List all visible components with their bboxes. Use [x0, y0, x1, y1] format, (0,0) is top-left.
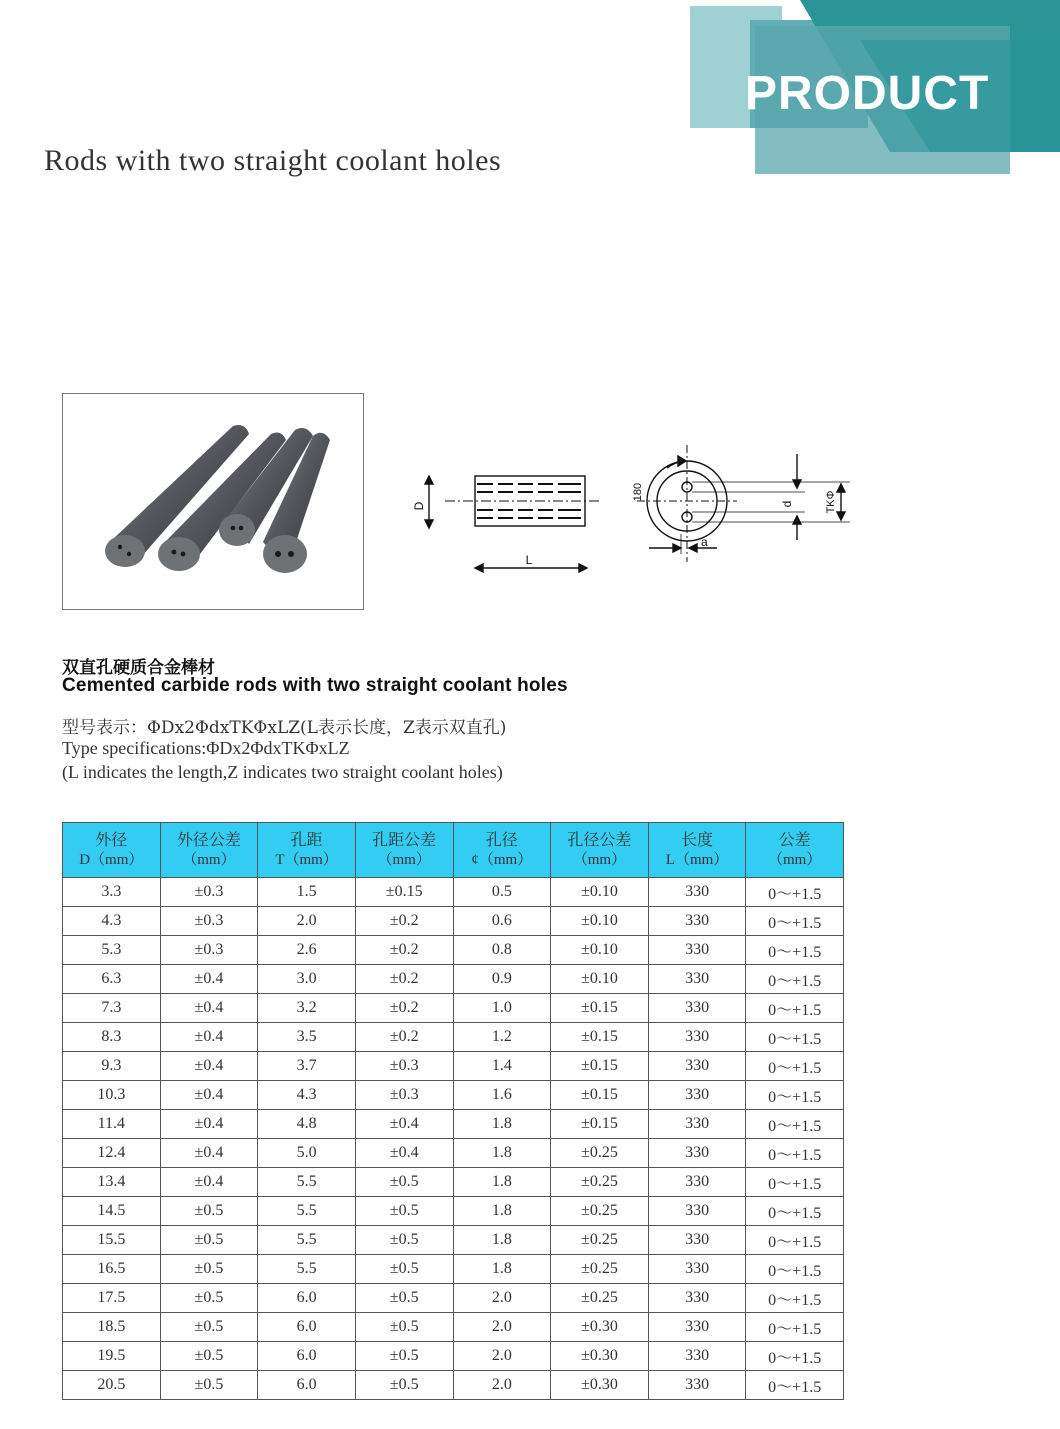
- table-cell: ±0.5: [160, 1313, 258, 1342]
- table-cell: ±0.5: [355, 1284, 453, 1313]
- table-cell: 15.5: [63, 1226, 161, 1255]
- table-cell: 1.8: [453, 1139, 551, 1168]
- spec-line-chinese: 型号表示：ΦDx2ΦdxTKΦxLZ(L表示长度，Z表示双直孔): [62, 718, 507, 738]
- table-cell: 3.5: [258, 1023, 356, 1052]
- table-cell: ±0.4: [160, 1023, 258, 1052]
- table-cell: ±0.30: [551, 1371, 649, 1400]
- table-cell: 0～+1.5: [746, 965, 844, 994]
- table-cell: ±0.3: [160, 936, 258, 965]
- table-cell: ±0.5: [355, 1226, 453, 1255]
- table-cell: 0～+1.5: [746, 1052, 844, 1081]
- table-cell: 2.0: [258, 907, 356, 936]
- table-cell: 14.5: [63, 1197, 161, 1226]
- table-cell: 0.9: [453, 965, 551, 994]
- table-cell: 0～+1.5: [746, 1371, 844, 1400]
- banner-text: PRODUCT: [745, 67, 990, 120]
- table-cell: 330: [648, 936, 746, 965]
- table-cell: ±0.5: [160, 1255, 258, 1284]
- table-cell: 3.3: [63, 878, 161, 907]
- table-cell: ±0.3: [355, 1081, 453, 1110]
- table-cell: 330: [648, 965, 746, 994]
- header-cell: 孔距公差 （mm）: [355, 823, 453, 878]
- table-cell: ±0.3: [160, 878, 258, 907]
- table-cell: 1.8: [453, 1226, 551, 1255]
- table-cell: ±0.4: [160, 1081, 258, 1110]
- table-cell: 330: [648, 1168, 746, 1197]
- table-cell: 5.5: [258, 1255, 356, 1284]
- table-cell: 3.2: [258, 994, 356, 1023]
- table-cell: 330: [648, 1371, 746, 1400]
- heading-english: Cemented carbide rods with two straight coolant holes: [62, 675, 568, 696]
- table-cell: ±0.2: [355, 965, 453, 994]
- table-cell: ±0.5: [355, 1342, 453, 1371]
- table-cell: ±0.10: [551, 965, 649, 994]
- table-cell: ±0.5: [355, 1255, 453, 1284]
- header-cell: 孔径 ¢（mm）: [453, 823, 551, 878]
- table-cell: 7.3: [63, 994, 161, 1023]
- table-cell: ±0.15: [551, 1081, 649, 1110]
- table-cell: ±0.5: [160, 1371, 258, 1400]
- table-row: [63, 1255, 844, 1284]
- table-cell: 3.0: [258, 965, 356, 994]
- table-cell: ±0.25: [551, 1284, 649, 1313]
- table-row: [63, 1284, 844, 1313]
- table-cell: 0～+1.5: [746, 1255, 844, 1284]
- label-hole-d: d: [780, 500, 794, 508]
- page-title: Rods with two straight coolant holes: [44, 144, 502, 177]
- table-cell: 4.8: [258, 1110, 356, 1139]
- table-cell: 330: [648, 1284, 746, 1313]
- table-cell: 0～+1.5: [746, 878, 844, 907]
- table-row: [63, 1313, 844, 1342]
- table-row: [63, 1081, 844, 1110]
- header-cell: 外径公差 （mm）: [160, 823, 258, 878]
- table-row: [63, 965, 844, 994]
- table-cell: 2.0: [453, 1342, 551, 1371]
- table-row: [63, 878, 844, 907]
- table-row: [63, 936, 844, 965]
- table-cell: 5.5: [258, 1226, 356, 1255]
- table-cell: 8.3: [63, 1023, 161, 1052]
- table-cell: 3.7: [258, 1052, 356, 1081]
- table-cell: ±0.5: [355, 1313, 453, 1342]
- table-cell: 0.6: [453, 907, 551, 936]
- table-cell: 0～+1.5: [746, 1023, 844, 1052]
- table-cell: 4.3: [63, 907, 161, 936]
- table-cell: ±0.4: [355, 1110, 453, 1139]
- table-cell: 2.0: [453, 1371, 551, 1400]
- table-cell: 6.0: [258, 1371, 356, 1400]
- table-cell: 330: [648, 1255, 746, 1284]
- table-cell: 20.5: [63, 1371, 161, 1400]
- table-cell: 19.5: [63, 1342, 161, 1371]
- table-cell: 10.3: [63, 1081, 161, 1110]
- table-cell: 330: [648, 1342, 746, 1371]
- table-row: [63, 1342, 844, 1371]
- table-cell: 0～+1.5: [746, 1342, 844, 1371]
- table-cell: 11.4: [63, 1110, 161, 1139]
- table-cell: 5.5: [258, 1197, 356, 1226]
- table-row: [63, 1023, 844, 1052]
- table-row: [63, 1168, 844, 1197]
- table-cell: 0～+1.5: [746, 1139, 844, 1168]
- table-cell: 18.5: [63, 1313, 161, 1342]
- table-row: [63, 1371, 844, 1400]
- table-cell: ±0.4: [160, 1110, 258, 1139]
- table-cell: 330: [648, 994, 746, 1023]
- table-row: [63, 1052, 844, 1081]
- header-cell: 长度 L（mm）: [648, 823, 746, 878]
- table-cell: ±0.15: [551, 1023, 649, 1052]
- table-cell: ±0.4: [160, 1139, 258, 1168]
- table-cell: ±0.10: [551, 907, 649, 936]
- table-cell: 6.3: [63, 965, 161, 994]
- table-row: [63, 994, 844, 1023]
- table-cell: ±0.4: [160, 965, 258, 994]
- header-cell: 外径 D（mm）: [63, 823, 161, 878]
- table-row: [63, 1197, 844, 1226]
- label-a: a: [701, 535, 708, 549]
- table-cell: ±0.5: [355, 1168, 453, 1197]
- table-cell: ±0.15: [551, 1110, 649, 1139]
- table-cell: ±0.10: [551, 936, 649, 965]
- table-cell: 5.3: [63, 936, 161, 965]
- spec-line-type: Type specifications:ΦDx2ΦdxTKΦxLZ: [62, 738, 350, 758]
- table-cell: 1.8: [453, 1255, 551, 1284]
- table-cell: 0～+1.5: [746, 1284, 844, 1313]
- table-cell: 0～+1.5: [746, 1313, 844, 1342]
- table-cell: ±0.5: [355, 1371, 453, 1400]
- table-cell: ±0.3: [160, 907, 258, 936]
- table-cell: 17.5: [63, 1284, 161, 1313]
- table-cell: ±0.5: [160, 1226, 258, 1255]
- table-cell: ±0.25: [551, 1197, 649, 1226]
- table-cell: ±0.3: [355, 1052, 453, 1081]
- table-cell: 16.5: [63, 1255, 161, 1284]
- table-cell: 330: [648, 1226, 746, 1255]
- table-cell: 0～+1.5: [746, 1110, 844, 1139]
- table-cell: 9.3: [63, 1052, 161, 1081]
- table-body: [63, 878, 844, 1400]
- table-cell: 0～+1.5: [746, 936, 844, 965]
- spec-line-note: (L indicates the length,Z indicates two straight coolant holes): [62, 762, 503, 782]
- table-cell: 330: [648, 1023, 746, 1052]
- table-cell: ±0.30: [551, 1342, 649, 1371]
- table-cell: 330: [648, 1313, 746, 1342]
- table-cell: 2.0: [453, 1313, 551, 1342]
- table-cell: 0～+1.5: [746, 1081, 844, 1110]
- table-cell: 0.5: [453, 878, 551, 907]
- label-180: 180: [632, 482, 644, 502]
- table-cell: ±0.15: [551, 994, 649, 1023]
- table-cell: 4.3: [258, 1081, 356, 1110]
- label-tk: TKΦ: [825, 490, 837, 514]
- table-cell: 0～+1.5: [746, 994, 844, 1023]
- table-cell: 330: [648, 1052, 746, 1081]
- table-cell: 13.4: [63, 1168, 161, 1197]
- table-cell: ±0.5: [160, 1284, 258, 1313]
- rods-illustration: [63, 394, 363, 609]
- table-row: [63, 1139, 844, 1168]
- table-cell: ±0.2: [355, 1023, 453, 1052]
- label-length: L: [525, 553, 533, 567]
- table-cell: ±0.4: [160, 994, 258, 1023]
- table-cell: ±0.2: [355, 907, 453, 936]
- table-cell: 1.4: [453, 1052, 551, 1081]
- table-header-row: [63, 823, 844, 878]
- table-cell: 1.6: [453, 1081, 551, 1110]
- table-row: [63, 1110, 844, 1139]
- table-cell: 1.8: [453, 1168, 551, 1197]
- table-cell: ±0.4: [355, 1139, 453, 1168]
- product-photo: [62, 393, 364, 610]
- header-cell: 孔径公差 （mm）: [551, 823, 649, 878]
- table-cell: 2.0: [453, 1284, 551, 1313]
- heading-chinese: 双直孔硬质合金棒材: [62, 658, 215, 678]
- table-cell: 6.0: [258, 1313, 356, 1342]
- header-cell: 孔距 T（mm）: [258, 823, 356, 878]
- table-cell: ±0.25: [551, 1139, 649, 1168]
- table-cell: 330: [648, 1139, 746, 1168]
- table-cell: 0～+1.5: [746, 1197, 844, 1226]
- table-cell: ±0.30: [551, 1313, 649, 1342]
- table-cell: ±0.5: [355, 1197, 453, 1226]
- technical-drawing: [405, 440, 865, 590]
- table-cell: 330: [648, 1081, 746, 1110]
- table-cell: 0.8: [453, 936, 551, 965]
- table-cell: 1.8: [453, 1197, 551, 1226]
- table-cell: 0～+1.5: [746, 907, 844, 936]
- table-cell: ±0.4: [160, 1168, 258, 1197]
- table-cell: 1.0: [453, 994, 551, 1023]
- table-cell: 330: [648, 907, 746, 936]
- table-row: [63, 1226, 844, 1255]
- table-cell: ±0.5: [160, 1197, 258, 1226]
- table-cell: 330: [648, 878, 746, 907]
- table-cell: 330: [648, 1197, 746, 1226]
- table-cell: ±0.2: [355, 936, 453, 965]
- spec-table: [62, 822, 844, 1400]
- table-cell: ±0.15: [551, 1052, 649, 1081]
- table-row: [63, 907, 844, 936]
- table-cell: 6.0: [258, 1342, 356, 1371]
- table-cell: ±0.25: [551, 1255, 649, 1284]
- table-cell: 330: [648, 1110, 746, 1139]
- table-cell: 12.4: [63, 1139, 161, 1168]
- table-cell: 1.5: [258, 878, 356, 907]
- table-cell: 1.2: [453, 1023, 551, 1052]
- table-cell: ±0.25: [551, 1168, 649, 1197]
- table-cell: ±0.5: [160, 1342, 258, 1371]
- table-cell: ±0.4: [160, 1052, 258, 1081]
- table-cell: 2.6: [258, 936, 356, 965]
- table-cell: 5.5: [258, 1168, 356, 1197]
- table-cell: 5.0: [258, 1139, 356, 1168]
- table-cell: ±0.15: [355, 878, 453, 907]
- table-cell: 0～+1.5: [746, 1226, 844, 1255]
- table-cell: 0～+1.5: [746, 1168, 844, 1197]
- table-cell: 1.8: [453, 1110, 551, 1139]
- table-cell: ±0.2: [355, 994, 453, 1023]
- header-cell: 公差 （mm）: [746, 823, 844, 878]
- table-cell: ±0.25: [551, 1226, 649, 1255]
- label-d-outer: D: [412, 501, 426, 511]
- table-cell: ±0.10: [551, 878, 649, 907]
- table-cell: 6.0: [258, 1284, 356, 1313]
